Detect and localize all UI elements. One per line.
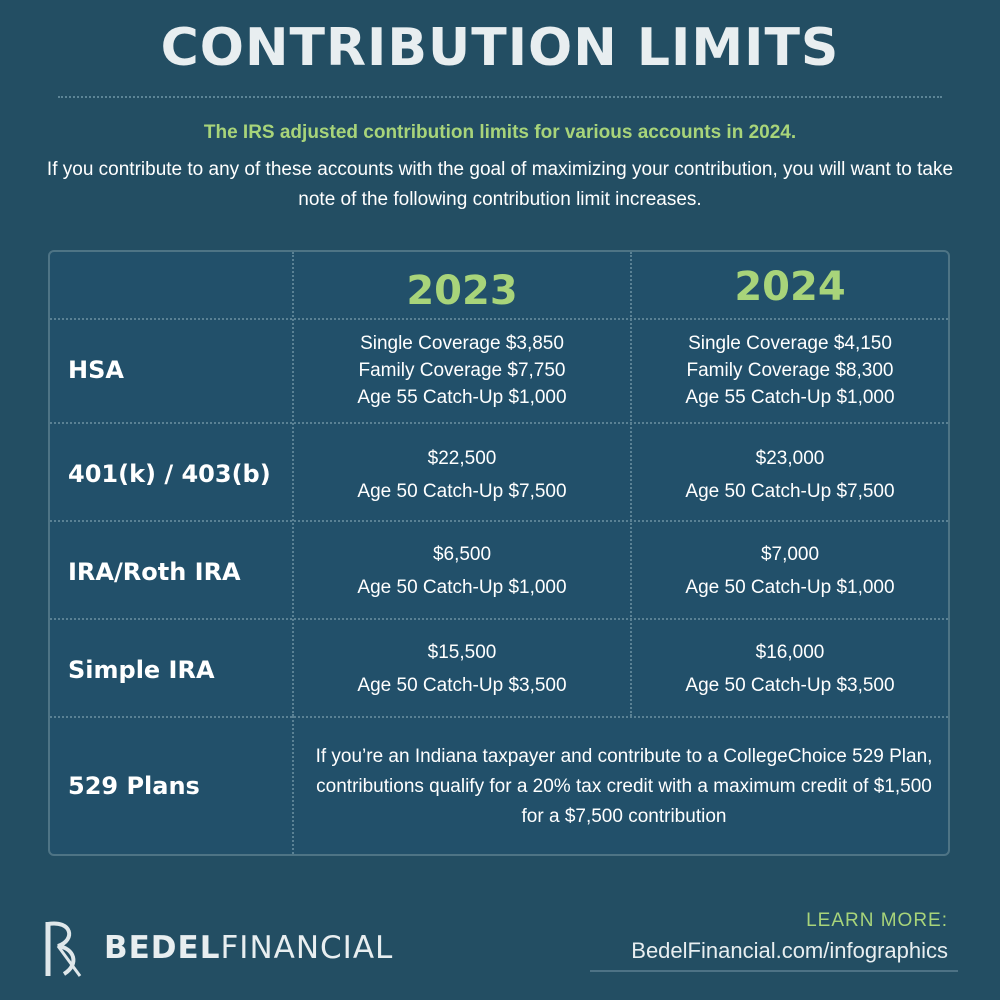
row-divider — [50, 318, 948, 320]
529-plan-note: If you’re an Indiana taxpayer and contribute to a CollegeChoice 529 Plan, contributions qualify for a 20% tax credit with a maximum credit of $1,500 for a $7,500 contribution — [315, 746, 933, 827]
401k-2024-catchup: Age 50 Catch-Up $7,500 — [685, 481, 895, 502]
simple-ira-2024-catchup: Age 50 Catch-Up $3,500 — [685, 675, 895, 696]
401k-2023-catchup: Age 50 Catch-Up $7,500 — [357, 481, 567, 502]
title-divider — [58, 96, 942, 98]
website-link[interactable]: BedelFinancial.com/infographics — [631, 938, 948, 963]
hsa-2023-family: Family Coverage $7,750 — [358, 360, 566, 381]
brand-name-bold: BEDEL — [104, 930, 221, 966]
contribution-table — [48, 250, 950, 856]
hsa-2023-single: Single Coverage $3,850 — [360, 333, 564, 354]
401k-2023-limit: $22,500 — [427, 448, 497, 469]
simple-ira-2023-cell — [294, 636, 630, 702]
intro-highlight: The IRS adjusted contribution limits for various accounts in 2024. — [203, 122, 797, 143]
ira-2024-limit: $7,000 — [760, 544, 820, 565]
page-title: CONTRIBUTION LIMITS — [160, 18, 840, 78]
simple-ira-2024-limit: $16,000 — [755, 642, 825, 663]
learn-more-label: LEARN MORE: — [806, 910, 948, 931]
row-label-hsa: HSA — [68, 356, 124, 384]
hsa-2023-catchup: Age 55 Catch-Up $1,000 — [357, 387, 567, 408]
row-divider — [50, 422, 948, 424]
year-2023-header: 2023 — [406, 268, 518, 314]
hsa-2024-cell — [632, 330, 948, 411]
hsa-2024-single: Single Coverage $4,150 — [688, 333, 892, 354]
401k-2024-cell — [632, 442, 948, 508]
ira-2024-catchup: Age 50 Catch-Up $1,000 — [685, 577, 895, 598]
column-divider — [292, 716, 294, 854]
brand-name-light: FINANCIAL — [220, 930, 394, 966]
row-label-529: 529 Plans — [68, 772, 200, 800]
year-2024-header: 2024 — [734, 264, 846, 310]
hsa-2023-cell — [294, 330, 630, 411]
simple-ira-2023-limit: $15,500 — [427, 642, 497, 663]
intro-body: If you contribute to any of these accounts with the goal of maximizing your contribution, you will want to take note of the following contribution limit increases. — [46, 159, 954, 210]
ira-2023-cell — [294, 538, 630, 604]
401k-2024-limit: $23,000 — [755, 448, 825, 469]
401k-2023-cell — [294, 442, 630, 508]
hsa-2024-family: Family Coverage $8,300 — [686, 360, 894, 381]
footer-divider — [590, 970, 958, 972]
ira-2024-cell — [632, 538, 948, 604]
row-divider — [50, 618, 948, 620]
simple-ira-2023-catchup: Age 50 Catch-Up $3,500 — [357, 675, 567, 696]
simple-ira-2024-cell — [632, 636, 948, 702]
ira-2023-catchup: Age 50 Catch-Up $1,000 — [357, 577, 567, 598]
row-label-simple-ira: Simple IRA — [68, 656, 215, 684]
brand-name — [104, 930, 393, 966]
row-divider — [50, 716, 948, 718]
row-label-ira: IRA/Roth IRA — [68, 558, 241, 586]
ira-2023-limit: $6,500 — [432, 544, 492, 565]
row-divider — [50, 520, 948, 522]
hsa-2024-catchup: Age 55 Catch-Up $1,000 — [685, 387, 895, 408]
row-label-401k: 401(k) / 403(b) — [68, 460, 271, 488]
bedel-logo-icon — [40, 918, 90, 978]
